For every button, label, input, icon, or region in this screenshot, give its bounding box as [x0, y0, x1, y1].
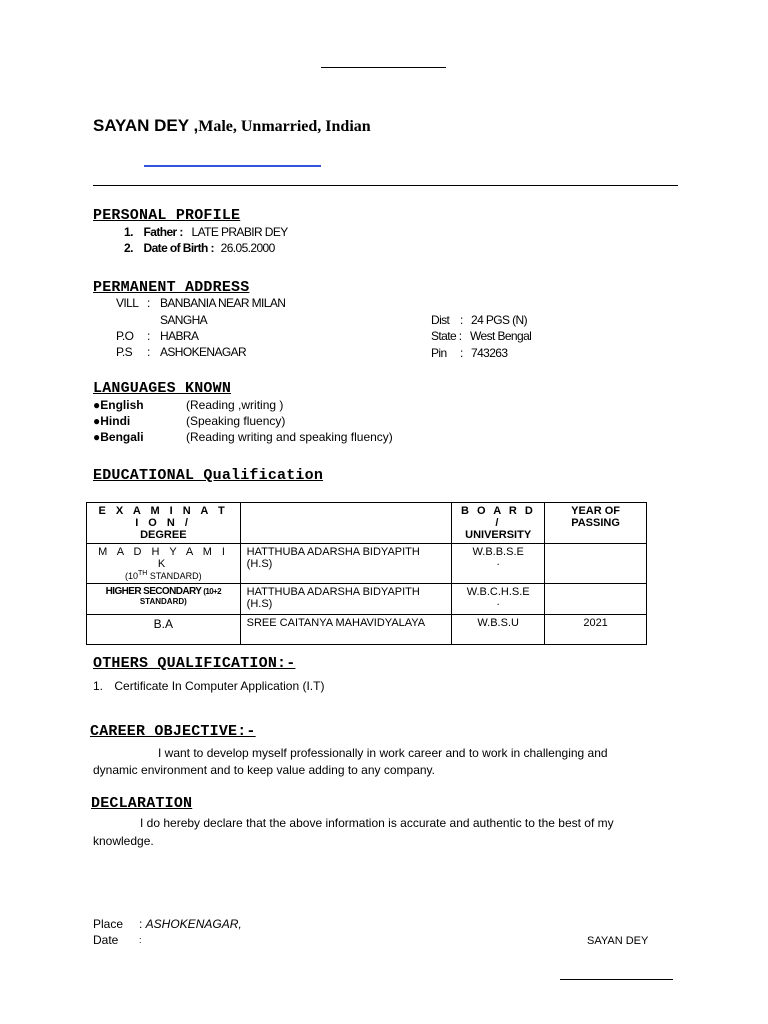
- address-vill-value-line2: SANGHA: [160, 313, 208, 327]
- header-divider: [93, 185, 678, 186]
- header-exam: E X A M I N A T I O N / DEGREE: [87, 503, 241, 544]
- address-ps-label: P.S: [116, 345, 132, 359]
- others-heading: OTHERS QUALIFICATION:-: [93, 655, 296, 672]
- list-number: 1.: [93, 679, 104, 693]
- date-sep: :: [139, 935, 142, 945]
- language-english-detail: (Reading ,writing ): [186, 398, 284, 412]
- declaration-heading: DECLARATION: [91, 795, 193, 812]
- education-table: [86, 502, 647, 645]
- language-hindi: ●Hindi: [93, 414, 131, 428]
- table-row: [87, 584, 647, 615]
- list-number: 1.: [124, 225, 133, 239]
- language-bengali: ●Bengali: [93, 430, 144, 444]
- address-state-value: West Bengal: [470, 329, 532, 343]
- exam-sub: STANDARD): [139, 597, 187, 606]
- address-dist-label: Dist: [431, 313, 450, 327]
- permanent-address-heading: PERMANENT ADDRESS: [93, 279, 250, 296]
- exam-cell: [87, 584, 241, 615]
- school-cell: HATTHUBA ADARSHA BIDYAPITH (H.S): [240, 544, 452, 584]
- declaration-line-2: knowledge.: [93, 834, 154, 848]
- exam-sub: (10TH STANDARD): [124, 570, 202, 581]
- others-item: [93, 679, 324, 693]
- profile-item-father: [124, 225, 288, 239]
- profile-item-dob: [124, 241, 275, 255]
- address-po-value: HABRA: [160, 329, 199, 343]
- education-heading: EDUCATIONAL Qualification: [93, 467, 324, 484]
- others-item-text: Certificate In Computer Application (I.T): [114, 679, 325, 693]
- father-value: LATE PRABIR DEY: [191, 225, 288, 239]
- exam-name: HIGHER SECONDARY (10+2: [105, 586, 221, 597]
- board-cell: W.B.C.H.S.E .: [452, 584, 545, 615]
- address-ps-sep: :: [147, 345, 151, 359]
- candidate-details: Male, Unmarried, Indian: [198, 118, 371, 135]
- father-label: Father :: [143, 225, 183, 239]
- address-pin-value: 743263: [471, 346, 508, 360]
- address-ps-value: ASHOKENAGAR: [160, 345, 247, 359]
- top-rule: [321, 67, 446, 68]
- address-vill-value: BANBANIA NEAR MILAN: [160, 296, 286, 310]
- exam-cell: [87, 544, 241, 584]
- exam-name: M A D H Y A M I K: [98, 546, 229, 570]
- address-pin-label: Pin: [431, 346, 447, 360]
- career-heading: CAREER OBJECTIVE:-: [90, 723, 256, 740]
- address-po-sep: :: [147, 329, 151, 343]
- address-dist-value: 24 PGS (N): [471, 313, 528, 327]
- address-po-label: P.O: [116, 329, 134, 343]
- school-cell: HATTHUBA ADARSHA BIDYAPITH (H.S): [240, 584, 452, 615]
- dob-label: Date of Birth :: [143, 241, 214, 255]
- board-cell: W.B.B.S.E .: [452, 544, 545, 584]
- table-row: [87, 544, 647, 584]
- header-school: [240, 503, 452, 544]
- school-cell: SREE CAITANYA MAHAVIDYALAYA: [240, 615, 452, 645]
- languages-heading: LANGUAGES KNOWN: [93, 380, 232, 397]
- place-label: Place: [93, 917, 124, 931]
- address-state-label: State :: [431, 329, 462, 343]
- exam-cell: B.A: [87, 615, 241, 645]
- signature-name: SAYAN DEY: [587, 935, 649, 947]
- career-line-1: I want to develop myself professionally in work career and to work in challenging and: [158, 746, 608, 760]
- address-dist-sep: :: [460, 313, 464, 327]
- header-board: B O A R D / UNIVERSITY: [452, 503, 545, 544]
- declaration-line-1: I do hereby declare that the above information is accurate and authentic to the best of my: [140, 816, 614, 830]
- address-vill-label: VILL: [116, 296, 139, 310]
- dob-value: 26.05.2000: [220, 241, 275, 255]
- date-label: Date: [93, 933, 119, 947]
- address-vill-sep: :: [147, 296, 151, 310]
- name-line: [93, 116, 371, 136]
- header-year: YEAR OF PASSING: [545, 503, 647, 544]
- year-cell: 2021: [545, 615, 647, 645]
- signature-line: [560, 979, 673, 980]
- list-number: 2.: [124, 241, 133, 255]
- personal-profile-heading: PERSONAL PROFILE: [93, 207, 241, 224]
- language-english: ●English: [93, 398, 144, 412]
- candidate-name: SAYAN DEY ,: [93, 116, 199, 135]
- career-line-2: dynamic environment and to keep value adding to any company.: [93, 763, 435, 777]
- board-cell: W.B.S.U: [452, 615, 545, 645]
- language-hindi-detail: (Speaking fluency): [186, 414, 286, 428]
- address-pin-sep: :: [460, 346, 464, 360]
- year-cell: [545, 584, 647, 615]
- place-value: : ASHOKENAGAR,: [139, 917, 242, 931]
- year-cell: [545, 544, 647, 584]
- language-bengali-detail: (Reading writing and speaking fluency): [186, 430, 393, 444]
- table-row: [87, 615, 647, 645]
- table-header-row: [87, 503, 647, 544]
- email-link-underline[interactable]: [144, 165, 321, 167]
